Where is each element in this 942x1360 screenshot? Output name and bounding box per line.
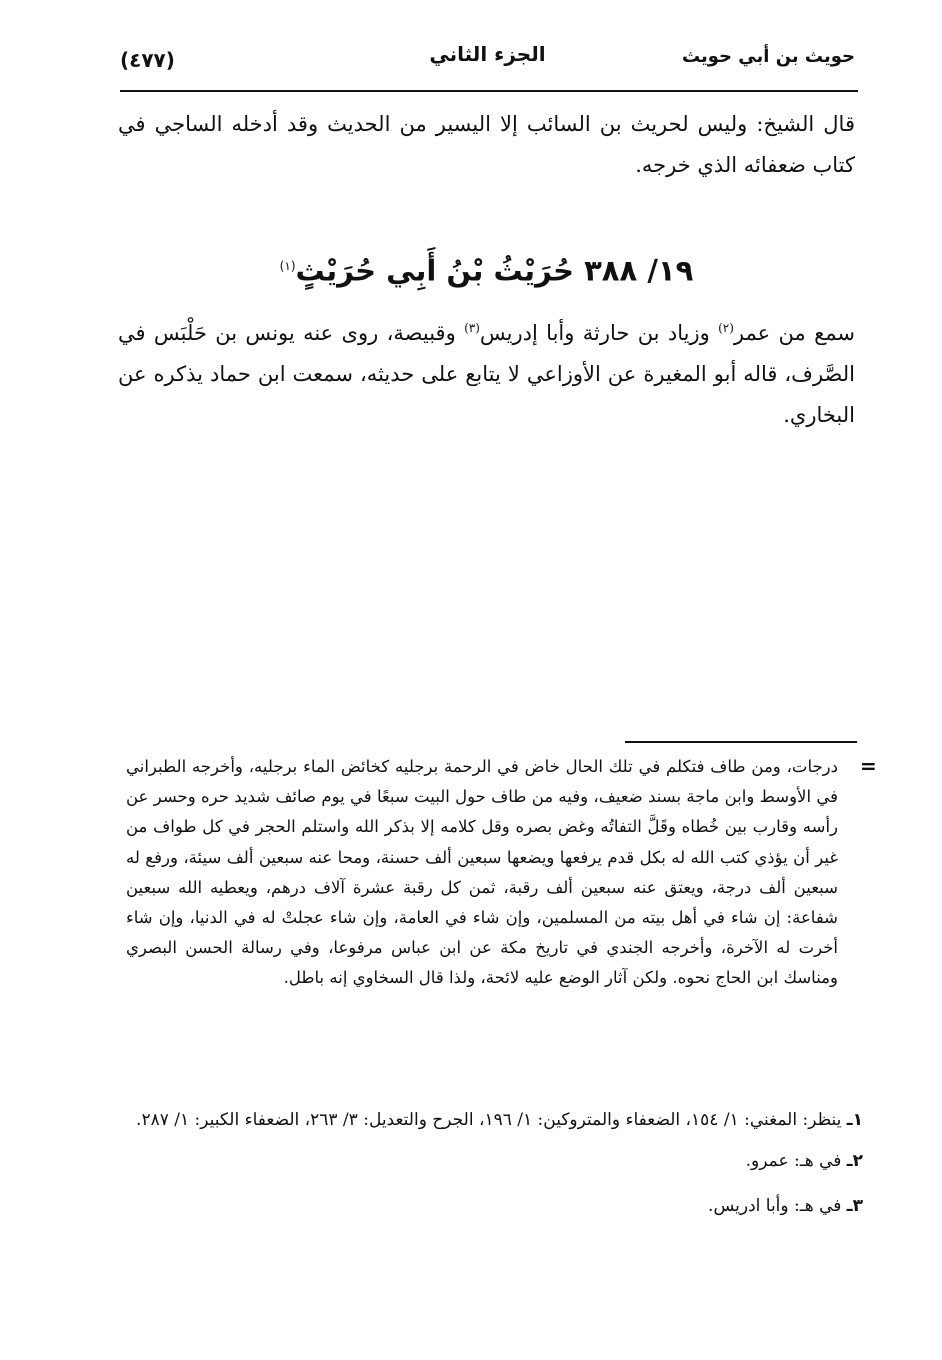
footnote-continuation: درجات، ومن طاف فتكلم في تلك الحال خاض في الرحمة برجليه كخائض الماء برجليه، وأخرجه الطبراني في الأوسط وابن ماجة بسند ضعيف، وفيه من طاف حول البيت سبعًا في يوم صائف شديد حره وحسر عن رأسه وقارب بين خُطاه وقَلَّ التفاتُه وغض بصره وقل كلامه إلا بذكر الله واستلم الحجر في كل طواف من غير أن يؤذي كتب الله له بكل قدم يرفعها ويضعها سبعين ألف حسنة، ومحا عنه سبعين ألف سيئة، ورفع له سبعين ألف درجة، ويعتق عنه سبعين ألف رقبة، ثمن كل رقبة عشرة آلاف درهم، ويعطيه الله سبعين شفاعة: إن شاء في أهل بيته من المسلمين، وإن شاء في العامة، وإن شاء عجلتْ له في الدنيا، وإن شاء أخرت له الآخرة، وأخرجه الجندي في تاريخ مكة عن ابن عباس مرفوعا، وفي رسالة الحسن البصري ومناسك ابن الحاج نحوه. ولكن آثار الوضع عليه لائحة، ولذا قال السخاوي إنه باطل.	[126, 757, 838, 988]
footnote-text: ينظر: المغني: ١/ ١٥٤، الضعفاء والمتروكين: ١/ ١٩٦، الجرح والتعديل: ٣/ ٢٦٣، الضعفاء الكبير: ١/ ٢٨٧.	[136, 1110, 842, 1130]
header-rule	[120, 90, 858, 92]
continuation-marker: =	[860, 754, 877, 778]
footnote-ref-3: (٣)	[464, 321, 480, 335]
footnote-text: في هـ: عمرو.	[745, 1151, 842, 1171]
entry-text-part-2: وزياد بن حارثة وأبا إدريس	[479, 321, 719, 345]
entry-title-footnote-ref: (١)	[279, 259, 296, 273]
footnote-number: ٢ـ	[846, 1151, 863, 1171]
intro-paragraph: قال الشيخ: وليس لحريث بن السائب إلا اليسير من الحديث وقد أدخله الساجي في كتاب ضعفائه الذي خرجه.	[118, 112, 855, 177]
footnote-2	[126, 1147, 863, 1176]
entry-text-part-3: وقبيصة، روى عنه يونس بن حَلْبَس في الصَّرف، قاله أبو المغيرة عن الأوزاعي لا يتابع على حديثه، سمعت ابن حماد يذكره عن البخاري.	[118, 321, 855, 427]
page-header	[120, 40, 855, 80]
footnote-1	[126, 1106, 863, 1135]
entry-title	[118, 244, 855, 293]
entry-text-part-1: سمع من عمر	[733, 321, 856, 345]
footnote-list	[126, 1106, 863, 1221]
running-title: حويث بن أبي حويث	[681, 46, 855, 67]
footnote-ref-2: (٢)	[718, 321, 734, 335]
footnote-number: ١ـ	[846, 1110, 863, 1130]
entry-paragraph	[118, 308, 855, 436]
footnote-text: في هـ: وأبا ادريس.	[708, 1196, 842, 1216]
footnote-number: ٣ـ	[846, 1196, 863, 1216]
footnote-3	[126, 1192, 863, 1221]
page-number: (٤٧٧)	[120, 48, 175, 72]
entry-title-text: ١٩/ ٣٨٨ حُرَيْثُ بْنُ أَبِي حُرَيْثٍ	[295, 253, 694, 288]
footnote-rule	[625, 741, 857, 743]
volume-label: الجزء الثاني	[429, 42, 546, 66]
